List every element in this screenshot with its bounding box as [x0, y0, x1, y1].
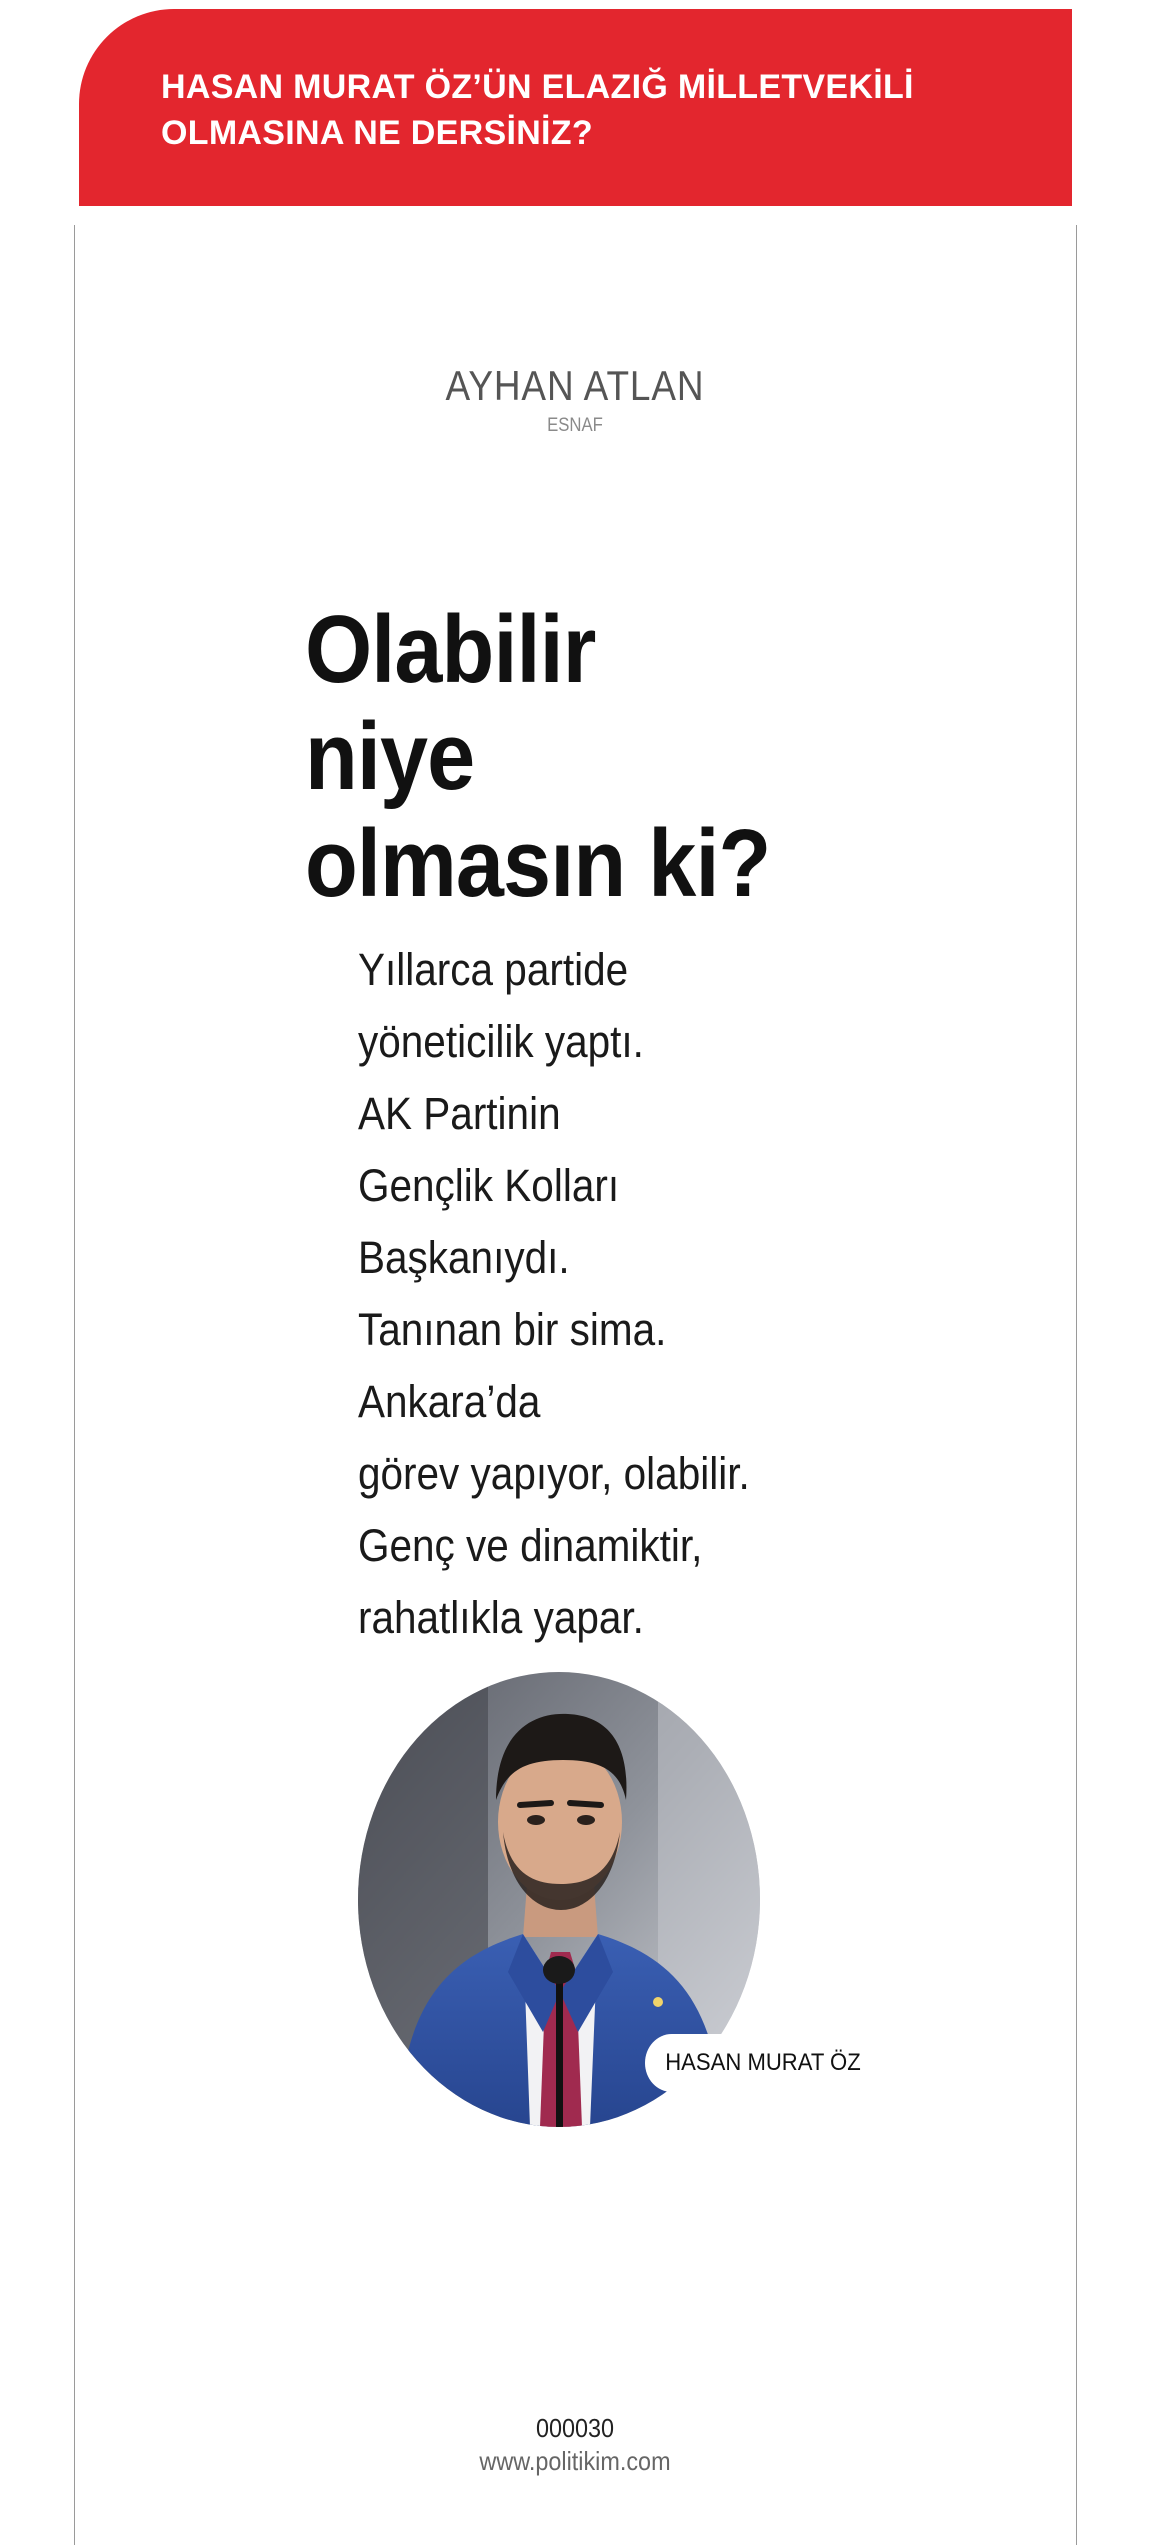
- headline-line: Olabilir: [305, 596, 596, 703]
- frame-right-border: [1076, 225, 1077, 2545]
- footer: [0, 2412, 1150, 2478]
- body-line: Tanınan bir sima.: [358, 1304, 667, 1355]
- footer-number: 000030: [535, 2413, 615, 2443]
- body-line: Gençlik Kolları: [358, 1160, 620, 1211]
- author-block: [0, 362, 1150, 438]
- body-line: görev yapıyor, olabilir.: [358, 1448, 750, 1499]
- body-line: Genç ve dinamiktir,: [358, 1520, 703, 1571]
- headline: [305, 596, 809, 917]
- body-line: yöneticilik yaptı.: [358, 1016, 644, 1067]
- author-role: ESNAF: [547, 415, 603, 436]
- author-name: AYHAN ATLAN: [445, 362, 705, 409]
- frame-left-border: [74, 225, 75, 2545]
- body-text: [358, 934, 826, 1654]
- question-banner: [79, 9, 1072, 206]
- body-line: Ankara’da: [358, 1376, 541, 1427]
- footer-url-link[interactable]: www.politikim.com: [479, 2446, 671, 2476]
- photo-caption: HASAN MURAT ÖZ: [645, 2034, 881, 2092]
- headline-line: niye: [305, 703, 475, 810]
- body-line: Başkanıydı.: [358, 1232, 570, 1283]
- body-line: Yıllarca partide: [358, 944, 629, 995]
- body-line: AK Partinin: [358, 1088, 561, 1139]
- banner-title: HASAN MURAT ÖZ’ÜN ELAZIĞ MİLLETVEKİLİ OLMASINA NE DERSİNİZ?: [161, 68, 914, 152]
- body-line: rahatlıkla yapar.: [358, 1592, 644, 1643]
- headline-line: olmasın ki?: [305, 810, 771, 917]
